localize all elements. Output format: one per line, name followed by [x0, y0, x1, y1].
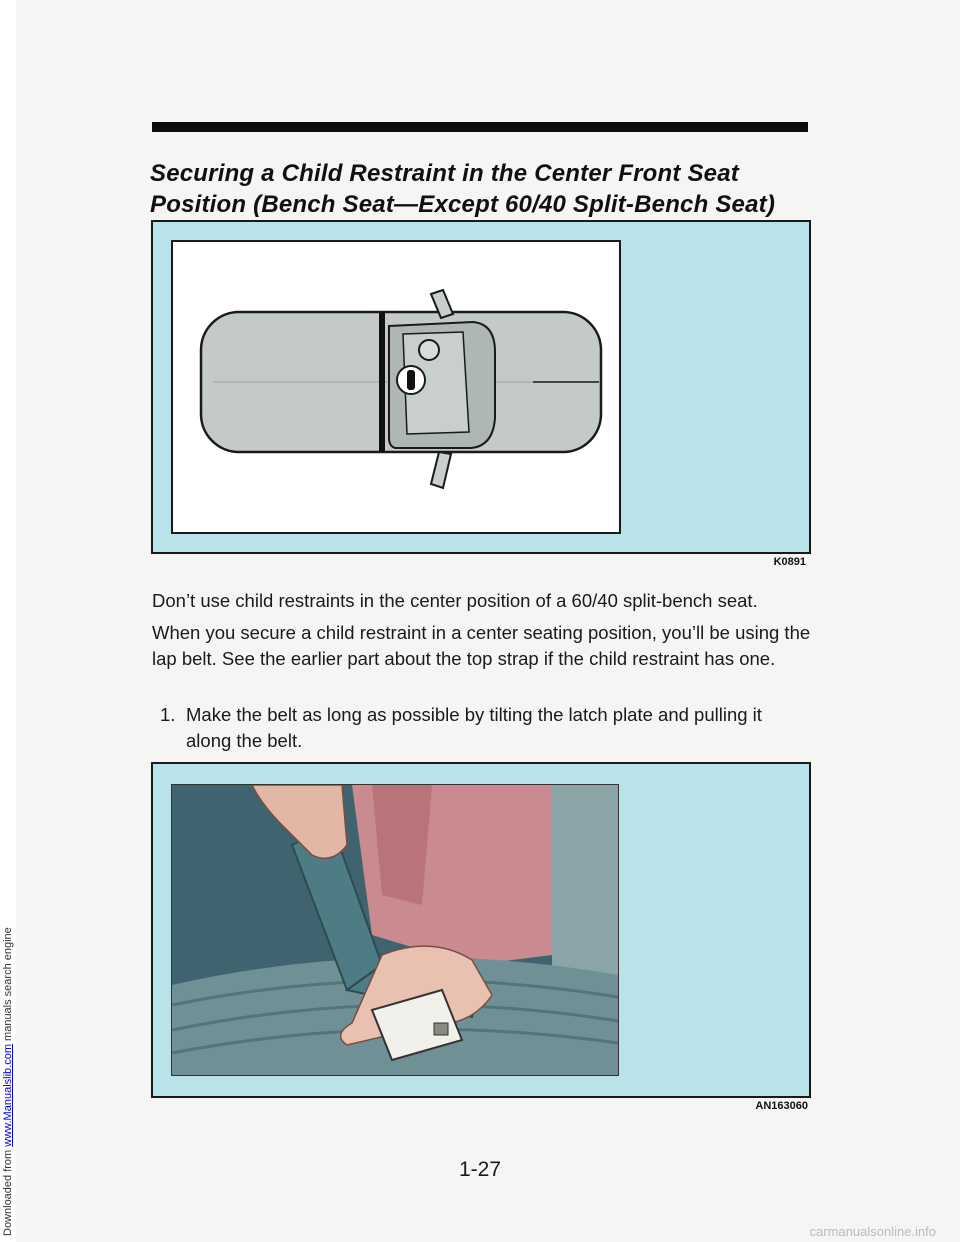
step-number: 1. — [160, 704, 176, 725]
section-heading: Securing a Child Restraint in the Center Front Seat Position (Bench Seat—Except 60/40 Split-Bench Seat) — [150, 160, 776, 218]
bench-seat-illustration — [173, 242, 619, 532]
download-strip — [0, 0, 16, 1242]
paragraph-warning: Don’t use child restraints in the center position of a 60/40 split-bench seat. — [152, 590, 758, 611]
lap-belt-illustration — [172, 785, 618, 1075]
figure-code-k0891: K0891 — [773, 556, 806, 568]
figure-bench-seat-panel — [171, 240, 621, 534]
figure-bench-seat — [151, 220, 811, 554]
figure-lap-belt-photo — [171, 784, 619, 1076]
figure-lap-belt — [151, 762, 811, 1098]
manualslib-link[interactable]: www.Manualslib.com — [2, 1044, 14, 1147]
paragraph-instructions: When you secure a child restraint in a center seating position, you’ll be using the lap belt. See the earlier part about the top strap if the child restraint has one. — [152, 622, 811, 669]
page-number: 1-27 — [458, 1158, 502, 1181]
step-text: Make the belt as long as possible by tilting the latch plate and pulling it along the belt. — [186, 704, 762, 751]
figure-code-an163060: AN163060 — [755, 1100, 808, 1112]
footer-watermark: carmanualsonline.info — [809, 1224, 936, 1239]
step-1 — [160, 702, 810, 754]
download-watermark: Downloaded from www.Manualslib.com manuals search engine — [2, 927, 14, 1236]
top-rule — [152, 122, 808, 132]
